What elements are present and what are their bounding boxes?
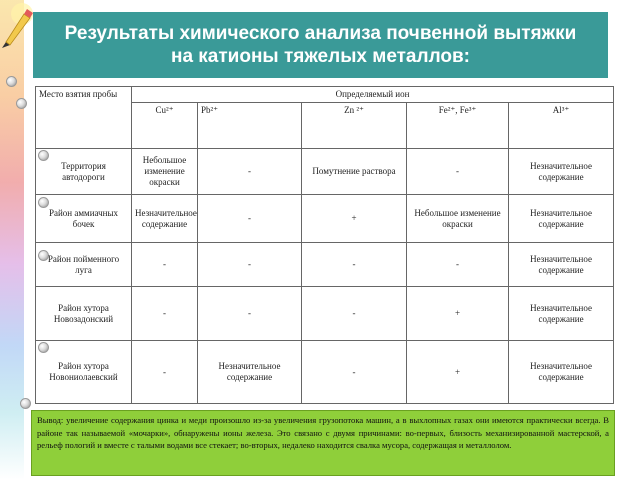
row-cell: Небольшое изменение окраски: [132, 149, 198, 195]
row-cell: +: [407, 341, 509, 404]
row-cell: -: [407, 149, 509, 195]
row-cell: -: [198, 243, 302, 287]
table-header-row: [36, 87, 614, 103]
row-cell: -: [132, 341, 198, 404]
row-cell: Незначительное содержание: [509, 341, 614, 404]
row-place: Район хутора Новониолаевский: [36, 341, 132, 404]
decorative-rainbow-strip: [0, 0, 24, 480]
bead-icon: [20, 398, 31, 409]
row-cell: Помутнение раствора: [302, 149, 407, 195]
row-cell: -: [132, 243, 198, 287]
header-ion-cu: Cu²⁺: [132, 103, 198, 149]
header-ion-al: Al³⁺: [509, 103, 614, 149]
bead-icon: [16, 98, 27, 109]
row-cell: -: [302, 243, 407, 287]
row-cell: +: [407, 287, 509, 341]
row-place: Район пойменного луга: [36, 243, 132, 287]
row-cell: +: [302, 195, 407, 243]
row-cell: Небольшое изменение окраски: [407, 195, 509, 243]
conclusion-text: Вывод: увеличение содержания цинка и меди произошло из-за увеличения грузопотока машин, а в выхлопных газах они имеются практически всегда. В районе так называемой «мочарки», обнаружены ионы железа. Это связано с двумя причинами: во-первых, близость механизированной мастерской, а рельеф пологий и вместе с талыми водами все стекает; во-вторых, недалеко находится свалка мусора, содержащая и металлолом.: [37, 415, 609, 450]
header-ion-fe: Fe²⁺, Fe³⁺: [407, 103, 509, 149]
table-row: [36, 243, 614, 287]
row-cell: Незначительное содержание: [509, 149, 614, 195]
row-cell: -: [198, 195, 302, 243]
header-ions-group: Определяемый ион: [132, 87, 614, 103]
row-cell: -: [302, 287, 407, 341]
row-cell: -: [302, 341, 407, 404]
row-cell: Незначительное содержание: [198, 341, 302, 404]
slide-header: [33, 12, 608, 78]
row-place: Район аммиачных бочек: [36, 195, 132, 243]
bead-icon: [6, 76, 17, 87]
table-row: [36, 149, 614, 195]
pencil-icon: [0, 2, 34, 48]
table-row: [36, 195, 614, 243]
header-place: Место взятия пробы: [36, 87, 132, 149]
slide-title: Результаты химического анализа почвенной вытяжки на катионы тяжелых металлов:: [64, 23, 577, 67]
row-cell: -: [198, 287, 302, 341]
row-place: Район хутора Новозадонский: [36, 287, 132, 341]
header-ion-pb: Pb²⁺: [198, 103, 302, 149]
row-place: Территория автодороги: [36, 149, 132, 195]
row-cell: Незначительное содержание: [509, 287, 614, 341]
table-row: [36, 341, 614, 404]
row-cell: Незначительное содержание: [509, 243, 614, 287]
header-ion-zn: Zn ²⁺: [302, 103, 407, 149]
table-row: [36, 287, 614, 341]
row-cell: Незначительное содержание: [132, 195, 198, 243]
row-cell: -: [198, 149, 302, 195]
metals-table: [35, 86, 614, 404]
conclusion-box: [31, 410, 615, 476]
row-cell: Незначительное содержание: [509, 195, 614, 243]
row-cell: -: [407, 243, 509, 287]
row-cell: -: [132, 287, 198, 341]
